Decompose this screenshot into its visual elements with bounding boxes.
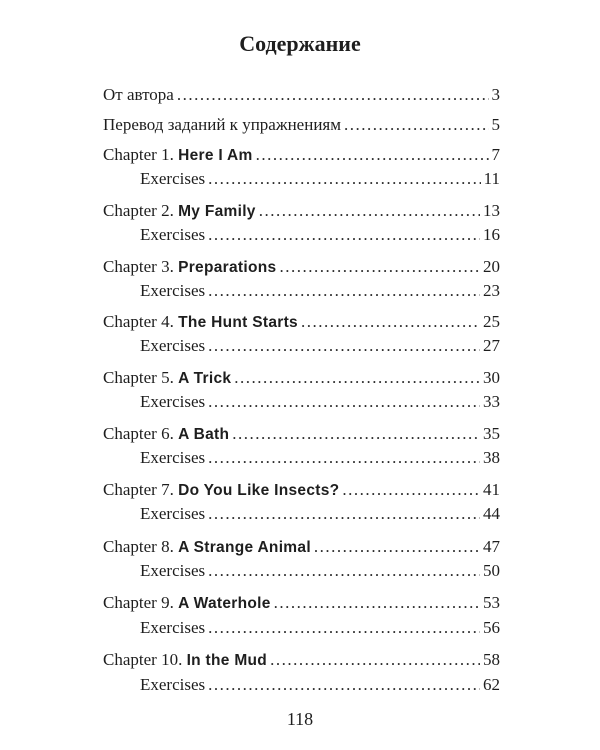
toc-entry-exercises-10[interactable] <box>140 674 500 696</box>
toc-entry-chapter-10[interactable] <box>103 649 500 671</box>
toc-page-number: 53 <box>483 593 500 612</box>
toc-entry-exercises-8[interactable] <box>140 560 500 582</box>
toc-page-number: 38 <box>483 448 500 467</box>
dot-leader <box>344 114 489 136</box>
toc-page-number: 44 <box>483 504 500 523</box>
toc-entry-chapter-8[interactable] <box>103 536 500 558</box>
toc-entry-label: Chapter 6. A Bath <box>103 424 230 443</box>
toc-page-number: 56 <box>483 618 500 637</box>
toc-entry-exercises-4[interactable] <box>140 335 500 357</box>
toc-entry-label: Exercises <box>140 618 206 637</box>
toc-page-number: 62 <box>483 675 500 694</box>
toc-entry-exercises-5[interactable] <box>140 391 500 413</box>
toc-entry-label: Chapter 7. Do You Like Insects? <box>103 480 340 499</box>
dot-leader <box>208 503 480 525</box>
toc-page-number: 20 <box>483 257 500 276</box>
toc-entry-label: Chapter 5. A Trick <box>103 368 232 387</box>
toc-entry-label: Exercises <box>140 448 206 467</box>
toc-entry-task-translations[interactable] <box>103 114 500 136</box>
toc-entry-exercises-7[interactable] <box>140 503 500 525</box>
toc-entry-label: Chapter 4. The Hunt Starts <box>103 312 298 331</box>
dot-leader <box>234 367 480 389</box>
toc-entry-exercises-6[interactable] <box>140 447 500 469</box>
toc-page-number: 11 <box>483 169 500 188</box>
dot-leader <box>301 311 480 333</box>
dot-leader <box>259 200 480 222</box>
toc-entry-label: Exercises <box>140 336 206 355</box>
toc-entry-label: Exercises <box>140 392 206 411</box>
dot-leader <box>232 423 480 445</box>
toc-entry-label: Exercises <box>140 281 206 300</box>
page-heading: Содержание <box>239 31 361 56</box>
toc-entry-chapter-2[interactable] <box>103 200 500 222</box>
toc-page-number: 3 <box>491 85 500 104</box>
dot-leader <box>208 168 480 190</box>
dot-leader <box>342 479 480 501</box>
dot-leader <box>208 280 480 302</box>
toc-entry-exercises-9[interactable] <box>140 617 500 639</box>
toc-entry-chapter-7[interactable] <box>103 479 500 501</box>
toc-page-number: 5 <box>491 115 500 134</box>
toc-page-number: 13 <box>483 201 500 220</box>
toc-entry-label: Chapter 2. My Family <box>103 201 256 220</box>
dot-leader <box>208 674 480 696</box>
dot-leader <box>208 617 480 639</box>
dot-leader <box>177 84 489 106</box>
toc-entry-label: От автора <box>103 85 174 104</box>
toc-entry-chapter-4[interactable] <box>103 311 500 333</box>
toc-entry-exercises-1[interactable] <box>140 168 500 190</box>
toc-entry-chapter-6[interactable] <box>103 423 500 445</box>
toc-entry-label: Chapter 1. Here I Am <box>103 145 253 164</box>
dot-leader <box>314 536 480 558</box>
toc-page-number: 23 <box>483 281 500 300</box>
toc-page-number: 33 <box>483 392 500 411</box>
toc-entry-label: Exercises <box>140 225 206 244</box>
dot-leader <box>208 335 480 357</box>
dot-leader <box>208 224 480 246</box>
toc-page-number: 30 <box>483 368 500 387</box>
dot-leader <box>256 144 489 166</box>
toc-entry-chapter-1[interactable] <box>103 144 500 166</box>
toc-entry-label: Exercises <box>140 561 206 580</box>
toc-entry-chapter-9[interactable] <box>103 592 500 614</box>
toc-entry-chapter-3[interactable] <box>103 256 500 278</box>
dot-leader <box>208 391 480 413</box>
toc-entry-label: Exercises <box>140 504 206 523</box>
toc-page-number: 25 <box>483 312 500 331</box>
toc-entry-label: Exercises <box>140 675 206 694</box>
toc-page-number: 41 <box>483 480 500 499</box>
toc-entry-preface[interactable] <box>103 84 500 106</box>
toc-page-number: 47 <box>483 537 500 556</box>
toc-entry-exercises-2[interactable] <box>140 224 500 246</box>
toc-page-number: 27 <box>483 336 500 355</box>
dot-leader <box>279 256 480 278</box>
dot-leader <box>270 649 480 671</box>
toc-entry-exercises-3[interactable] <box>140 280 500 302</box>
toc-page-number: 35 <box>483 424 500 443</box>
dot-leader <box>208 447 480 469</box>
toc-page-number: 58 <box>483 650 500 669</box>
toc-entry-label: Chapter 3. Preparations <box>103 257 277 276</box>
toc-page-number: 16 <box>483 225 500 244</box>
page-number: 118 <box>286 709 314 729</box>
toc-entry-label: Chapter 10. In the Mud <box>103 650 268 669</box>
dot-leader <box>208 560 480 582</box>
toc-entry-label: Exercises <box>140 169 206 188</box>
toc-entry-chapter-5[interactable] <box>103 367 500 389</box>
toc-entry-label: Chapter 8. A Strange Animal <box>103 537 311 556</box>
toc-page-number: 7 <box>491 145 500 164</box>
dot-leader <box>274 592 480 614</box>
toc-page-number: 50 <box>483 561 500 580</box>
toc-entry-label: Chapter 9. A Waterhole <box>103 593 271 612</box>
toc-entry-label: Перевод заданий к упражнениям <box>103 115 341 134</box>
